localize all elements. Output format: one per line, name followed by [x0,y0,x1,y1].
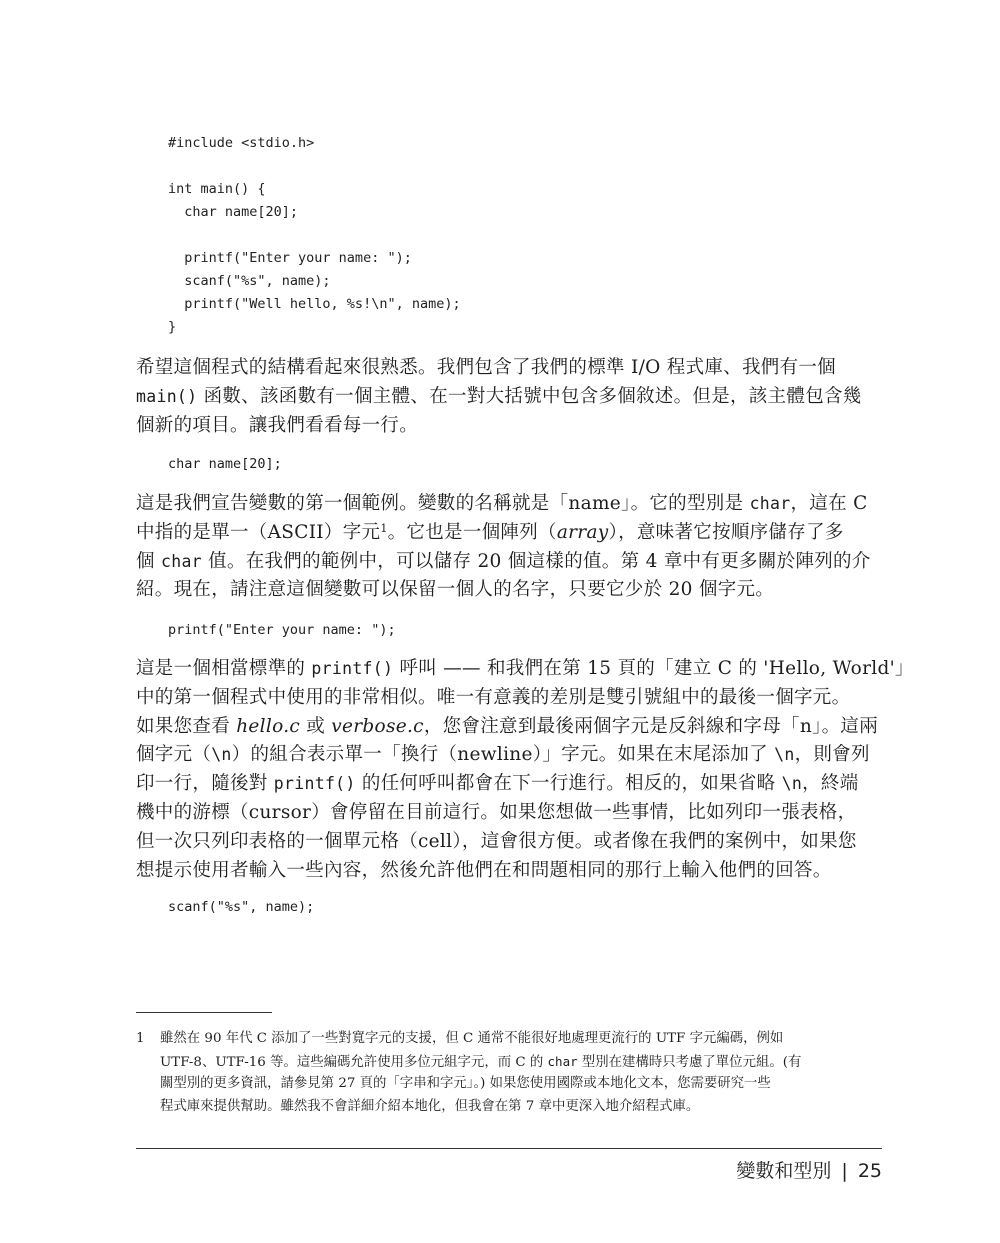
inline-code: char [749,494,791,513]
page-number: 25 [857,1160,882,1182]
emphasis: verbose.c [331,715,424,737]
footnote-ref[interactable]: 1 [380,521,388,535]
inline-code: char [547,1053,578,1069]
text-run: 個 [136,550,161,572]
text-run: 型別在建構時只考慮了單位元組。(有 [577,1054,802,1070]
page-footer [736,1156,882,1183]
text-run: 的任何呼叫都會在下一行進行。相反的，如果省略 [355,773,782,795]
code-line-scanf: scanf("%s", name); [168,899,315,915]
code-line: scanf("%s", name); [168,273,331,289]
code-line: int main() { [168,181,266,197]
paragraph-line [136,655,914,684]
paragraph-line: 機中的游標（cursor）會停留在目前這行。如果您想做一些事情，比如列印一張表格， [136,801,857,823]
text-run: ，您會注意到最後兩個字元是反斜線和字母「n」。這兩 [423,715,878,737]
footer-divider [136,1148,882,1149]
text-run: 。它也是一個陣列（ [387,521,557,543]
paragraph-line: 紹。現在，請注意這個變數可以保留一個人的名字，只要它少於 20 個字元。 [136,579,775,601]
emphasis: array [556,521,609,543]
text-run: ）的組合表示單一「換行（newline）」字元。如果在末尾添加了 [231,744,775,766]
text-run: 這是我們宣告變數的第一個範例。變數的名稱就是「name」。它的型別是 [136,493,750,514]
paragraph-line: 想提示使用者輸入一些內容，然後允許他們在和問題相同的那行上輸入他們的回答。 [136,859,832,881]
paragraph-line: 希望這個程式的結構看起來很熟悉。我們包含了我們的標準 I/O 程式庫、我們有一個 [136,357,836,378]
inline-code: \n [211,745,232,765]
text-run: 雖然在 90 年代 C 添加了一些對寬字元的支援，但 C 通常不能很好地處理更流行的 UTF 字元編碼，例如 [160,1031,784,1046]
code-line: #include <stdio.h> [168,135,315,151]
inline-code: \n [774,745,795,765]
text-run: UTF-8、UTF-16 等。這些編碼允許使用多位元組字元，而 C 的 [160,1054,548,1070]
code-block-main-program [168,132,461,339]
text-run: 函數、該函數有一個主體、在一對大括號中包含多個敘述。但是，該主體包含幾 [197,385,862,407]
text-run: ，終端 [802,773,859,795]
footnote-divider [136,1012,272,1013]
code-line [168,224,461,247]
footnote-number: 1 [136,1031,145,1046]
text-run: 值。在我們的範例中，可以儲存 20 個這樣的值。第 4 章中有更多關於陣列的介 [201,550,871,572]
text-run: 程式庫來提供幫助。雖然我不會詳細介紹本地化，但我會在第 7 章中更深入地介紹程式庫。 [160,1098,700,1114]
paragraph-line: 個新的項目。讓我們看看每一行。 [136,414,419,436]
text-run: 印一行，隨後對 [136,773,274,795]
paragraph-variable [136,490,884,605]
code-line: } [168,319,177,335]
inline-code: char [160,551,202,571]
paragraph-line [136,770,884,799]
chapter-title: 變數和型別 [736,1160,832,1182]
text-run: ，這在 C [790,493,868,514]
code-line: printf("Enter your name: "); [168,250,412,266]
footnote-line [136,1073,884,1096]
paragraph-line [136,741,884,770]
code-line: printf("Well hello, %s!\n", name); [168,296,461,312]
inline-code: printf() [311,659,394,678]
text-run: 如果您查看 [136,715,237,737]
code-line [168,155,461,178]
footnote-line [136,1051,884,1074]
text-run: 或 [300,715,332,737]
footnote-line [136,1028,884,1051]
text-run: 個字元（ [136,744,212,766]
footnote [136,1028,884,1118]
code-line-char-name: char name[20]; [168,456,282,472]
inline-code: printf() [273,774,356,794]
inline-code: main() [136,386,198,406]
paragraph-printf [136,655,914,885]
paragraph-line [136,383,884,412]
text-run: ，則會列 [794,744,870,766]
text-run: 這是一個相當標準的 [136,658,312,679]
paragraph-line: 但一次只列印表格的一個單元格（cell），這會很方便。或者像在我們的案例中，如果您 [136,830,857,852]
paragraph-line [136,548,884,577]
paragraph-intro [136,354,884,440]
code-line: char name[20]; [168,204,299,220]
paragraph-line [136,713,884,742]
text-run: 中指的是單一（ASCII）字元 [136,521,381,543]
paragraph-line [136,490,884,519]
paragraph-line: 中的第一個程式中使用的非常相似。唯一有意義的差別是雙引號組中的最後一個字元。 [136,686,851,708]
code-line-printf: printf("Enter your name: "); [168,622,396,638]
paragraph-line [136,519,884,548]
inline-code: \n [781,774,803,794]
text-run: 關型別的更多資訊，請參見第 27 頁的「字串和字元」。) 如果您使用國際或本地化文本，您需要研究一些 [160,1076,771,1091]
text-run: ），意味著它按順序儲存了多 [608,521,844,543]
emphasis: hello.c [236,715,301,737]
footer-separator: | [841,1160,848,1182]
footnote-line [136,1096,884,1119]
text-run: 呼叫 —— 和我們在第 15 頁的「建立 C 的 'Hello, World'」 [393,658,914,679]
